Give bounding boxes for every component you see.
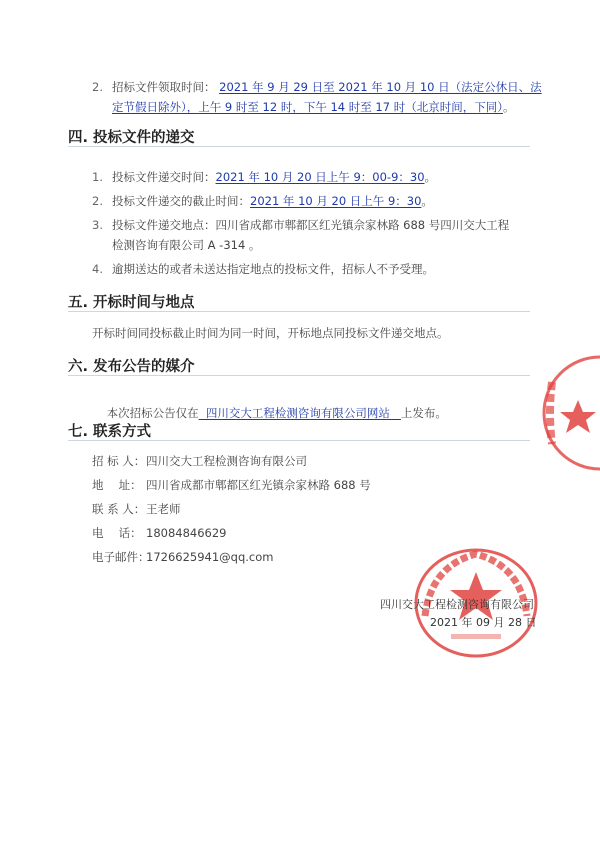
contact-row-phone — [92, 525, 226, 541]
section-title-contact: 七. 联系方式 — [68, 424, 152, 440]
section-title-submission: 四. 投标文件的递交 — [68, 130, 195, 146]
section-divider — [68, 375, 530, 376]
item-number: 4. — [92, 262, 103, 276]
submission-location-value: 四川省成都市郫都区红光镇佘家林路 688 号四川交大工程 — [215, 218, 510, 232]
doc-retrieval-hours: 上午 9 时至 12 时，下午 14 时至 17 时（北京时间，下同） — [198, 100, 503, 114]
contact-label: 电子邮件： — [92, 550, 150, 564]
period: 。 — [502, 100, 515, 114]
contact-label: 招 标 人： — [92, 454, 146, 468]
submission-deadline-line — [112, 193, 433, 209]
contact-row-email — [92, 549, 273, 565]
contact-label: 联 系 人： — [92, 502, 146, 516]
period: 。 — [421, 194, 433, 208]
signature-company: 四川交大工程检测咨询有限公司 — [380, 598, 534, 611]
doc-retrieval-label: 招标文件领取时间： — [112, 80, 216, 94]
contact-row-person — [92, 501, 181, 517]
contact-label: 电 话： — [92, 526, 142, 540]
section-title-media: 六. 发布公告的媒介 — [68, 359, 195, 375]
contact-value: 18084846629 — [146, 526, 227, 540]
cross-page-seal — [538, 352, 600, 474]
contact-value: 四川交大工程检测咨询有限公司 — [146, 454, 307, 468]
late-submission-note: 逾期送达的或者未送达指定地点的投标文件，招标人不予受理。 — [112, 262, 434, 276]
doc-retrieval-date: 2021 年 9 月 29 日至 2021 年 10 月 10 日（法定公休日、法 — [219, 80, 542, 94]
submission-time-line — [112, 169, 436, 185]
contact-row-address — [92, 477, 371, 493]
submission-time-label: 投标文件递交时间： — [112, 170, 216, 184]
media-pre: 本次招标公告仅在 — [106, 406, 199, 420]
submission-deadline-value: 2021 年 10 月 20 日上午 9：30 — [250, 194, 422, 208]
signature-date: 2021 年 09 月 28 日 — [430, 616, 537, 629]
section-divider — [68, 311, 530, 312]
item-number: 2. — [92, 80, 103, 94]
doc-retrieval-holidays: 定节假日除外）， — [112, 100, 199, 114]
contact-value: 四川省成都市郫都区红光镇佘家林路 688 号 — [146, 478, 371, 492]
media-site: 四川交大工程检测咨询有限公司网站 — [198, 406, 401, 420]
submission-time-value: 2021 年 10 月 20 日上午 9：00-9：30 — [215, 170, 425, 184]
contact-label: 地 址： — [92, 478, 142, 492]
doc-retrieval-time-line — [112, 79, 542, 95]
section-divider — [68, 440, 530, 441]
item-number: 2. — [92, 194, 103, 208]
contact-value: 1726625941@qq.com — [146, 550, 274, 564]
item-number: 1. — [92, 170, 103, 184]
submission-location-line — [112, 217, 509, 233]
item-number: 3. — [92, 218, 103, 232]
submission-deadline-label: 投标文件递交的截止时间： — [112, 194, 250, 208]
contact-value: 王老师 — [146, 502, 181, 516]
doc-retrieval-time-cont — [112, 99, 514, 115]
contact-row-tenderer — [92, 453, 307, 469]
section-title-opening: 五. 开标时间与地点 — [68, 295, 195, 311]
media-post: 上发布。 — [400, 406, 447, 420]
submission-location-label: 投标文件递交地点： — [112, 218, 216, 232]
submission-location-cont: 检测咨询有限公司 A -314 。 — [112, 238, 261, 252]
opening-text: 开标时间同投标截止时间为同一时间，开标地点同投标文件递交地点。 — [92, 326, 449, 340]
period: 。 — [424, 170, 437, 184]
section-divider — [68, 146, 530, 147]
